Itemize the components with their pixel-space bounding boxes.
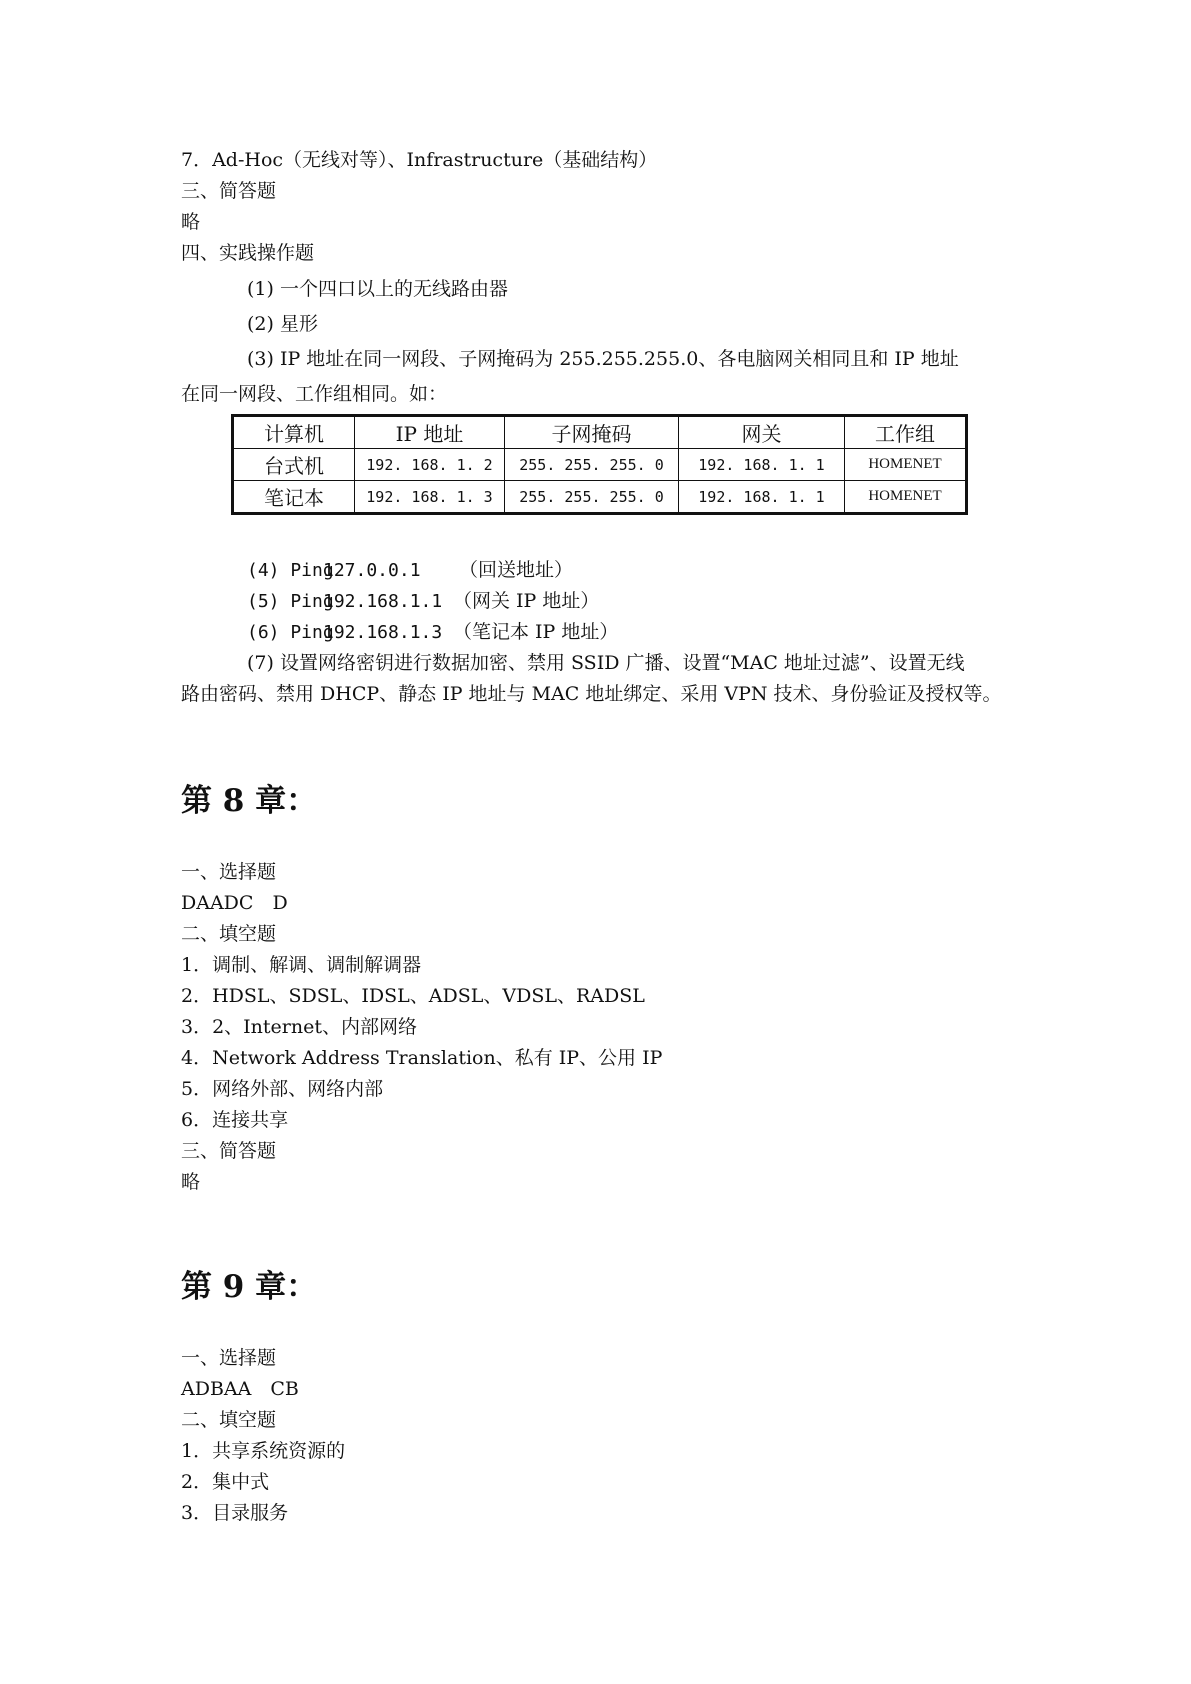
table-header-cell: IP 地址	[355, 416, 505, 449]
fill-item: 5．网络外部、网络内部	[181, 1078, 384, 1100]
fill-item: 1．调制、解调、调制解调器	[181, 954, 422, 976]
fill-item: 2．集中式	[181, 1471, 270, 1493]
choice-answers: DAADC D	[181, 892, 288, 914]
fill-item-7: 7．Ad-Hoc（无线对等）、Infrastructure（基础结构）	[181, 149, 658, 171]
ping-label: (5) Ping	[247, 591, 334, 612]
section-heading-fill: 二、填空题	[181, 923, 277, 945]
fill-item: 4．Network Address Translation、私有 IP、公用 IP	[181, 1047, 663, 1069]
fill-item: 2．HDSL、SDSL、IDSL、ADSL、VDSL、RADSL	[181, 985, 645, 1007]
ping-note: （回送地址）	[453, 559, 574, 581]
table-cell: 255. 255. 255. 0	[505, 481, 679, 514]
table-header-cell: 计算机	[233, 416, 355, 449]
table-cell: HOMENET	[845, 449, 967, 481]
table-header-cell: 工作组	[845, 416, 967, 449]
practice-item-5	[247, 586, 599, 617]
chapter-title: 第 9 章：	[181, 1269, 318, 1305]
section-heading-short-answer: 三、简答题	[181, 180, 277, 202]
answer-omitted: 略	[181, 1171, 201, 1193]
practice-item-2: (2) 星形	[247, 313, 318, 335]
ping-address: 127.0.0.1	[323, 560, 421, 581]
table-cell: 192. 168. 1. 3	[355, 481, 505, 514]
fill-item: 3．2、Internet、内部网络	[181, 1016, 417, 1038]
ping-label: (4) Ping	[247, 560, 334, 581]
table-header-cell: 子网掩码	[505, 416, 679, 449]
table-header-cell: 网关	[679, 416, 845, 449]
chapter-title: 第 8 章：	[181, 783, 318, 819]
ping-note: （笔记本 IP 地址）	[453, 621, 619, 643]
ping-note: （网关 IP 地址）	[453, 590, 600, 612]
table-cell: 255. 255. 255. 0	[505, 449, 679, 481]
practice-item-3-line1: (3) IP 地址在同一网段、子网掩码为 255.255.255.0、各电脑网关相同且和 IP 地址	[247, 348, 959, 370]
ping-address: 192.168.1.1	[323, 591, 443, 612]
table-row	[233, 481, 967, 514]
table-cell: 192. 168. 1. 1	[679, 481, 845, 514]
practice-item-6	[247, 617, 618, 648]
ping-label: (6) Ping	[247, 622, 334, 643]
answer-omitted: 略	[181, 211, 201, 233]
section-heading-choice: 一、选择题	[181, 1347, 277, 1369]
table-row	[233, 449, 967, 481]
table-cell: 192. 168. 1. 2	[355, 449, 505, 481]
network-config-table	[231, 414, 968, 515]
fill-item: 1．共享系统资源的	[181, 1440, 346, 1462]
table-cell: 笔记本	[233, 481, 355, 514]
practice-item-7-line1: (7) 设置网络密钥进行数据加密、禁用 SSID 广播、设置“MAC 地址过滤”、设置无线	[247, 652, 965, 674]
section-heading-choice: 一、选择题	[181, 861, 277, 883]
fill-item: 6．连接共享	[181, 1109, 289, 1131]
section-heading-practice: 四、实践操作题	[181, 242, 315, 264]
section-heading-short-answer: 三、简答题	[181, 1140, 277, 1162]
table-cell: 台式机	[233, 449, 355, 481]
table-cell: 192. 168. 1. 1	[679, 449, 845, 481]
fill-item: 3．目录服务	[181, 1502, 289, 1524]
practice-item-7-line2: 路由密码、禁用 DHCP、静态 IP 地址与 MAC 地址绑定、采用 VPN 技术、身份验证及授权等。	[181, 683, 1002, 705]
section-heading-fill: 二、填空题	[181, 1409, 277, 1431]
table-cell: HOMENET	[845, 481, 967, 514]
choice-answers: ADBAA CB	[181, 1378, 299, 1400]
table-header-row	[233, 416, 967, 449]
practice-item-1: (1) 一个四口以上的无线路由器	[247, 278, 508, 300]
practice-item-4	[247, 555, 573, 586]
practice-item-3-line2: 在同一网段、工作组相同。如：	[181, 383, 448, 405]
ping-address: 192.168.1.3	[323, 622, 443, 643]
